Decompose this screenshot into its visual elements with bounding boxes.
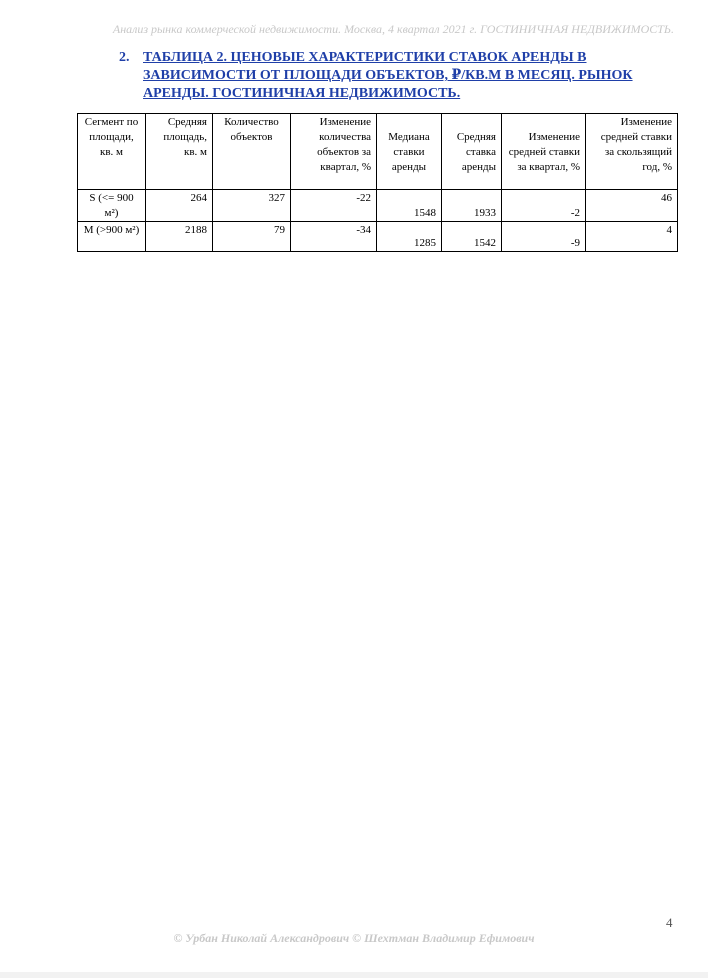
column-header-avg-rate: Средняя ставка аренды (442, 114, 502, 190)
cell-count-change: -34 (291, 222, 377, 252)
column-header-median-rate: Медиана ставки аренды (377, 114, 442, 190)
section-number: 2. (119, 50, 130, 65)
table-row (78, 190, 678, 222)
column-header-object-count: Количество объектов (213, 114, 291, 190)
table-header-row (78, 114, 678, 190)
cell-object-count: 327 (213, 190, 291, 222)
cell-rate-change-quarter: -9 (502, 222, 586, 252)
page-bottom-edge (0, 972, 708, 978)
cell-segment: S (<= 900 м²) (78, 190, 146, 222)
table-title (119, 49, 659, 103)
cell-rate-change-year: 46 (586, 190, 678, 222)
cell-median-rate: 1285 (377, 222, 442, 252)
column-header-segment: Сегмент по площади, кв. м (78, 114, 146, 190)
page-number: 4 (666, 915, 673, 930)
cell-count-change: -22 (291, 190, 377, 222)
copyright-footer: © Урбан Николай Александрович © Шехтман Владимир Ефимович (173, 931, 535, 945)
cell-avg-area: 2188 (146, 222, 213, 252)
cell-rate-change-quarter: -2 (502, 190, 586, 222)
table-title-text: ТАБЛИЦА 2. ЦЕНОВЫЕ ХАРАКТЕРИСТИКИ СТАВОК АРЕНДЫ В ЗАВИСИМОСТИ ОТ ПЛОЩАДИ ОБЪЕКТОВ, ₽/КВ.М В МЕСЯЦ. РЫНОК АРЕНДЫ. ГОСТИНИЧНАЯ НЕДВИЖИМОСТЬ. (143, 50, 633, 101)
cell-object-count: 79 (213, 222, 291, 252)
cell-avg-area: 264 (146, 190, 213, 222)
cell-segment: M (>900 м²) (78, 222, 146, 252)
column-header-rate-change-year: Изменение средней ставки за скользящий год, % (586, 114, 678, 190)
price-table (77, 113, 678, 252)
cell-avg-rate: 1933 (442, 190, 502, 222)
column-header-avg-area: Средняя площадь, кв. м (146, 114, 213, 190)
column-header-rate-change-quarter: Изменение средней ставки за квартал, % (502, 114, 586, 190)
table-row (78, 222, 678, 252)
running-header: Анализ рынка коммерческой недвижимости. Москва, 4 квартал 2021 г. ГОСТИНИЧНАЯ НЕДВИЖИМОСТЬ. (112, 22, 674, 36)
cell-median-rate: 1548 (377, 190, 442, 222)
cell-rate-change-year: 4 (586, 222, 678, 252)
column-header-count-change: Изменение количества объектов за квартал, % (291, 114, 377, 190)
cell-avg-rate: 1542 (442, 222, 502, 252)
